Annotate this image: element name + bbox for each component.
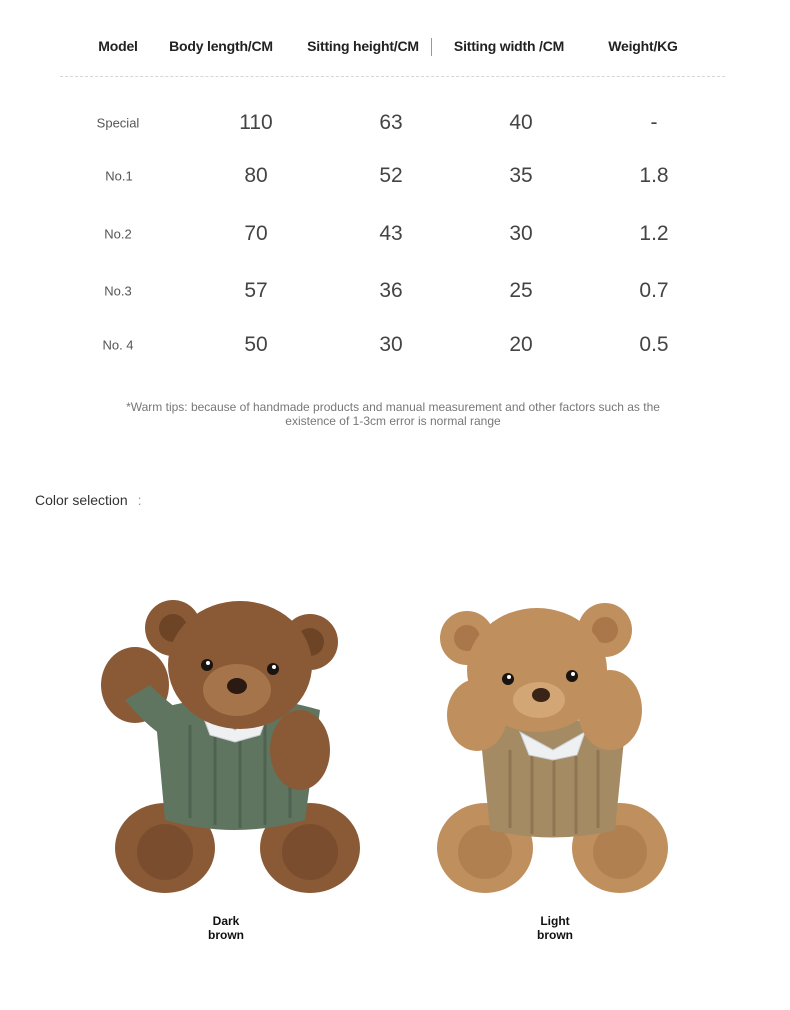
sitting-width-cell: 35: [509, 164, 533, 187]
warm-tip-line-1: *Warm tips: because of handmade products and manual measurement and other factors such as the: [126, 400, 660, 414]
header-separator: [60, 76, 725, 77]
body-length-cell: 80: [244, 164, 268, 187]
model-cell: Special: [96, 115, 140, 131]
light-brown-caption: [495, 914, 615, 942]
light-brown-caption-line-2: brown: [537, 928, 573, 942]
header-weight: Weight/KG: [608, 38, 678, 54]
light-brown-bear-image[interactable]: [435, 590, 680, 900]
sitting-height-cell: 30: [379, 333, 403, 356]
color-selection-label: Color selection: [35, 492, 128, 508]
warm-tip-line-2: existence of 1-3cm error is normal range: [285, 414, 501, 428]
sitting-height-cell: 52: [379, 164, 403, 187]
header-model: Model: [98, 38, 138, 54]
body-length-cell: 70: [244, 222, 268, 245]
sitting-width-cell: 20: [509, 333, 533, 356]
header-sitting-width: Sitting width /CM: [453, 38, 565, 54]
body-length-cell: 110: [239, 111, 273, 134]
header-divider: [431, 38, 432, 56]
color-selection-heading: [35, 492, 142, 508]
sitting-height-cell: 43: [379, 222, 403, 245]
sitting-width-cell: 25: [509, 279, 533, 302]
sitting-width-cell: 40: [509, 111, 533, 134]
weight-cell: 1.8: [639, 164, 669, 187]
bear-illustration: [101, 600, 360, 893]
header-sitting-height: Sitting height/CM: [307, 38, 419, 54]
dark-brown-caption-line-2: brown: [208, 928, 244, 942]
model-cell: No. 4: [102, 337, 134, 353]
dark-brown-caption: [166, 914, 286, 942]
weight-cell: -: [650, 111, 658, 134]
weight-cell: 0.5: [639, 333, 669, 356]
sitting-height-cell: 63: [379, 111, 403, 134]
header-body-length: Body length/CM: [169, 38, 273, 54]
sitting-width-cell: 30: [509, 222, 533, 245]
warm-tip-note: [98, 400, 688, 428]
body-length-cell: 50: [244, 333, 268, 356]
model-cell: No.1: [105, 168, 133, 184]
model-cell: No.3: [104, 283, 132, 299]
body-length-cell: 57: [244, 279, 268, 302]
light-brown-caption-line-1: Light: [540, 914, 570, 928]
color-selection-colon: :: [137, 492, 142, 508]
weight-cell: 1.2: [639, 222, 669, 245]
dark-brown-bear-image[interactable]: [95, 590, 365, 900]
model-cell: No.2: [104, 226, 132, 242]
bear-illustration: [437, 603, 668, 893]
dark-brown-caption-line-1: Dark: [212, 914, 240, 928]
weight-cell: 0.7: [639, 279, 669, 302]
sitting-height-cell: 36: [379, 279, 403, 302]
